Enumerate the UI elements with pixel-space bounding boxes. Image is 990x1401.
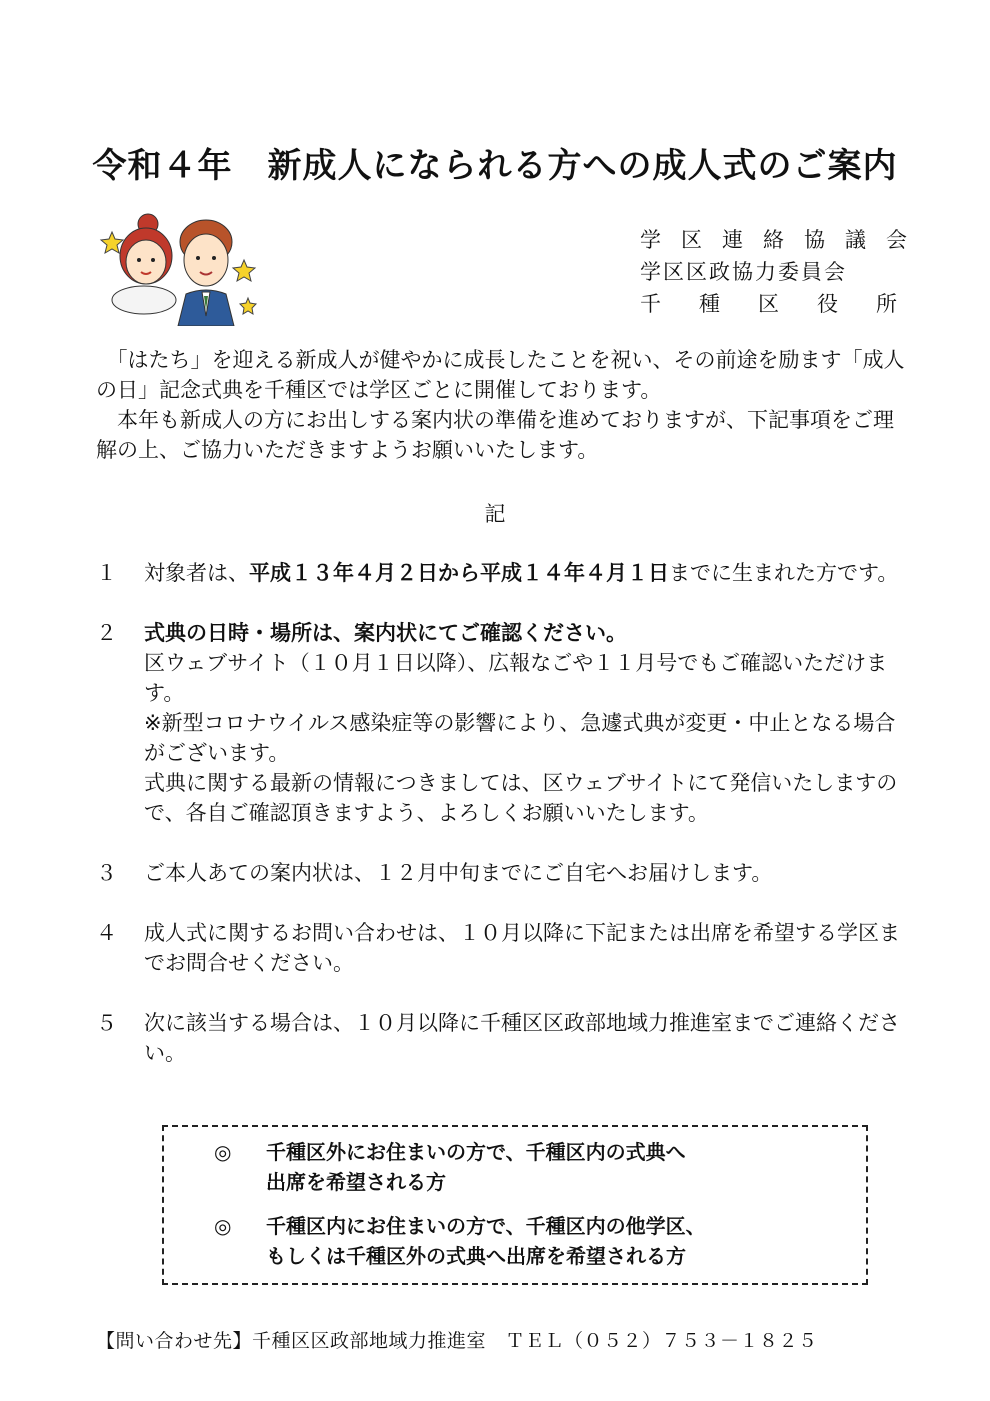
list-item-1	[96, 558, 906, 588]
page-title: 令和４年 新成人になられる方への成人式のご案内	[92, 146, 898, 186]
item-note-cont: 式典に関する最新の情報につきましては、区ウェブサイトにて発信いたしますので、各自ご確認頂きますよう、よろしくお願いいたします。	[144, 771, 898, 825]
item-text: ご本人あての案内状は、１２月中旬までにご自宅へお届けします。	[144, 861, 773, 885]
intro-paragraph-1: 「はたち」を迎える新成人が健やかに成長したことを祝い、その前途を励ます「成人の日」記念式典を千種区では学区ごとに開催しております。	[96, 348, 905, 402]
star-icon	[240, 298, 256, 314]
item-note: ※新型コロナウイルス感染症等の影響により、急遽式典が変更・中止となる場合がございます。	[144, 711, 896, 765]
item-number: ５	[96, 1011, 117, 1035]
item-emphasis: 式典の日時・場所は、案内状にてご確認ください。	[144, 621, 627, 645]
item-number: ３	[96, 861, 117, 885]
item-list	[96, 558, 906, 1098]
list-item-2	[96, 618, 906, 828]
box-line: 出席を希望される方	[266, 1170, 446, 1194]
organizer-list	[640, 224, 935, 320]
box-line: 千種区内にお住まいの方で、千種区内の他学区、	[266, 1214, 706, 1238]
item-emphasis: 平成１３年４月２日から平成１４年４月１日	[249, 561, 669, 585]
item-text: 成人式に関するお問い合わせは、１０月以降に下記または出席を希望する学区までお問合せください。	[144, 921, 900, 975]
item-number: ４	[96, 921, 117, 945]
star-icon	[101, 232, 123, 253]
item-text: 区ウェブサイト（１０月１日以降）、広報なごや１１月号でもご確認いただけます。	[144, 651, 888, 705]
organizer-3: 千種区役所	[640, 292, 935, 316]
item-text: 次に該当する場合は、１０月以降に千種区区政部地域力推進室までご連絡ください。	[144, 1011, 900, 1065]
list-item-5	[96, 1008, 906, 1068]
notice-box	[162, 1125, 868, 1285]
list-item-3	[96, 858, 906, 888]
item-number: ２	[96, 621, 117, 645]
intro-paragraph-2: 本年も新成人の方にお出しする案内状の準備を進めておりますが、下記事項をご理解の上、ご協力いただきますようお願いいたします。	[96, 408, 894, 462]
box-line: もしくは千種区外の式典へ出席を希望される方	[266, 1244, 686, 1268]
box-line: 千種区外にお住まいの方で、千種区内の式典へ	[266, 1140, 686, 1164]
new-adults-illustration	[98, 206, 268, 326]
double-circle-icon: ◎	[214, 1140, 232, 1164]
item-number: １	[96, 561, 117, 585]
item-text: 対象者は、	[144, 561, 249, 585]
item-text: までに生まれた方です。	[669, 561, 899, 585]
list-item-4	[96, 918, 906, 978]
star-icon	[233, 260, 255, 281]
contact-info: 【問い合わせ先】千種区区政部地域力推進室 ＴＥＬ（０５２）７５３－１８２５	[96, 1330, 818, 1352]
intro-text	[96, 345, 906, 465]
box-item-1	[214, 1137, 866, 1197]
double-circle-icon: ◎	[214, 1214, 232, 1238]
organizer-2: 学区区政協力委員会	[640, 260, 847, 284]
ki-heading: 記	[484, 502, 506, 526]
organizer-1: 学区連絡協議会	[640, 228, 927, 252]
box-item-2	[214, 1211, 866, 1271]
